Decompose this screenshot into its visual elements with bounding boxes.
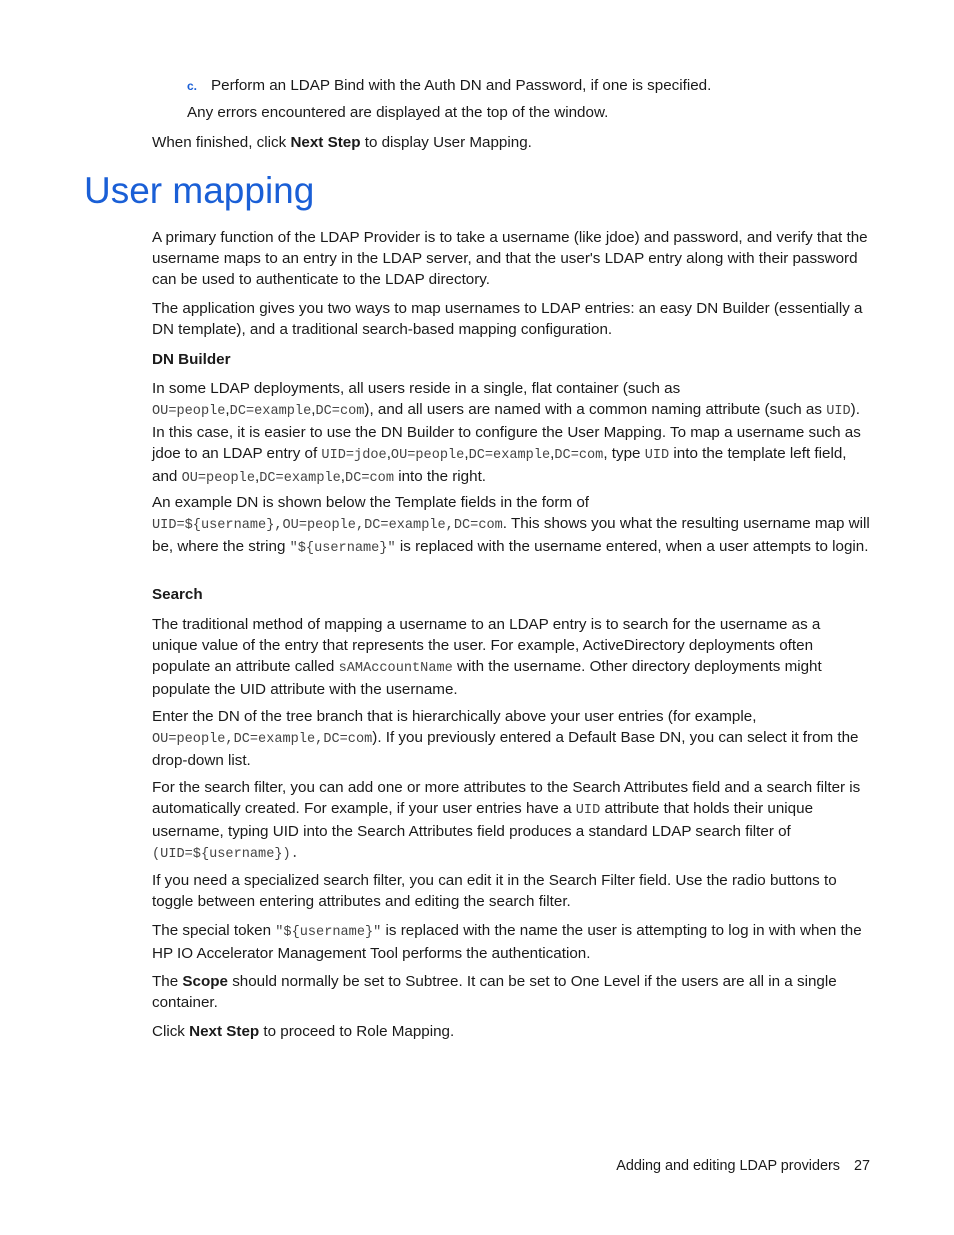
search-paragraph-6: The Scope should normally be set to Subtree. It can be set to One Level if the users are all in a single container. <box>152 973 837 1011</box>
search-paragraph-2: Enter the DN of the tree branch that is hierarchically above your user entries (for example, OU=people,DC=example,DC=com). If you previously entered a Default Base DN, you can select it from the drop-down list. <box>152 708 859 769</box>
step-letter: c. <box>187 79 198 93</box>
finish-instruction <box>152 132 532 153</box>
footer-section-title: Adding and editing LDAP providers <box>616 1158 840 1174</box>
step-c <box>187 75 711 97</box>
intro-paragraph-2: The application gives you two ways to map usernames to LDAP entries: an easy DN Builder (essentially a DN template), and a traditional search-based mapping configuration. <box>152 300 863 338</box>
search-paragraph-3: For the search filter, you can add one or more attributes to the Search Attributes field and a search filter is automatically created. For example, if your user entries have a UID attribute that holds their unique username, typing UID into the Search Attributes field produces a standard LDAP search filter of (UID=${username}). <box>152 779 861 862</box>
section-heading: User mapping <box>84 170 315 211</box>
dn-builder-paragraph-1: In some LDAP deployments, all users reside in a single, flat container (such as OU=people,DC=example,DC=com), and all users are named with a common naming attribute (such as UID). In this case, it is easier to use the DN Builder to configure the User Mapping. To map a username such as jdoe to an LDAP entry of UID=jdoe,OU=people,DC=example,DC=com, type UID into the template left field, and OU=people,DC=example,DC=com into the right. <box>152 380 861 486</box>
search-paragraph-1: The traditional method of mapping a username to an LDAP entry is to search for the username as a unique value of the entry that represents the user. For example, ActiveDirectory deployments often populate an attribute called sAMAccountName with the username. Other directory deployments might populate the UID attribute with the username. <box>152 616 822 698</box>
search-heading: Search <box>152 586 203 603</box>
finish-bold: Next Step <box>290 134 361 151</box>
search-paragraph-7: Click Next Step to proceed to Role Mapping. <box>152 1023 455 1040</box>
search-paragraph-4: If you need a specialized search filter, you can edit it in the Search Filter field. Use the radio buttons to toggle between entering attributes and editing the search filter. <box>152 872 837 910</box>
dn-builder-paragraph-2: An example DN is shown below the Template fields in the form of UID=${username},OU=people,DC=example,DC=com. This shows you what the resulting username map will be, where the string "${username}" is replaced with the username entered, when a user attempts to login. <box>152 494 870 556</box>
dn-builder-heading: DN Builder <box>152 351 231 368</box>
step-text: Perform an LDAP Bind with the Auth DN and Password, if one is specified. <box>211 77 712 94</box>
finish-post: to display User Mapping. <box>360 134 532 151</box>
step-note: Any errors encountered are displayed at the top of the window. <box>187 104 609 121</box>
finish-pre: When finished, click <box>152 134 291 151</box>
page-footer <box>616 1158 870 1174</box>
search-paragraph-5: The special token "${username}" is replaced with the name the user is attempting to log in with when the HP IO Accelerator Management Tool performs the authentication. <box>152 922 862 962</box>
intro-paragraph-1: A primary function of the LDAP Provider is to take a username (like jdoe) and password, and verify that the username maps to an entry in the LDAP server, and that the user's LDAP entry along with their password can be used to authenticate to the LDAP directory. <box>152 229 868 288</box>
footer-page-number: 27 <box>853 1158 870 1174</box>
